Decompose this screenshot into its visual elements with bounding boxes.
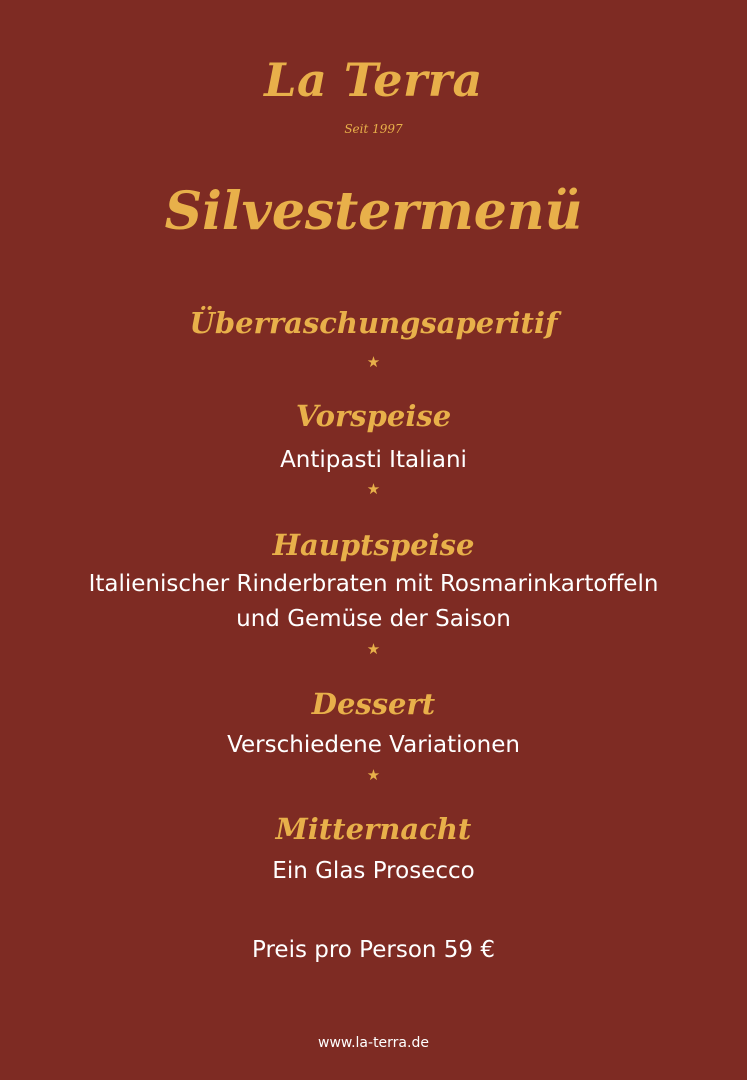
- course-item-dessert: Verschiedene Variationen: [227, 732, 520, 758]
- course-item-main-line-1: Italienischer Rinderbraten mit Rosmarinkartoffeln: [88, 571, 659, 597]
- restaurant-name: La Terra: [264, 53, 483, 107]
- course-item-starter: Antipasti Italiani: [280, 447, 467, 473]
- website-link[interactable]: www.la-terra.de: [318, 1035, 429, 1051]
- star-icon: ★: [366, 766, 381, 784]
- star-icon: ★: [366, 480, 381, 498]
- course-heading-aperitif: Überraschungsaperitif: [189, 306, 558, 340]
- course-item-main-line-2: und Gemüse der Saison: [236, 606, 511, 632]
- course-heading-main: Hauptspeise: [272, 528, 475, 562]
- established-label: Seit 1997: [344, 122, 403, 136]
- price-per-person: Preis pro Person 59 €: [252, 937, 495, 963]
- course-heading-starter: Vorspeise: [295, 399, 452, 433]
- course-heading-midnight: Mitternacht: [275, 812, 472, 846]
- course-heading-dessert: Dessert: [311, 687, 436, 721]
- star-icon: ★: [366, 353, 381, 371]
- star-icon: ★: [366, 640, 381, 658]
- menu-title: Silvestermenü: [164, 181, 583, 242]
- course-item-midnight: Ein Glas Prosecco: [272, 858, 475, 884]
